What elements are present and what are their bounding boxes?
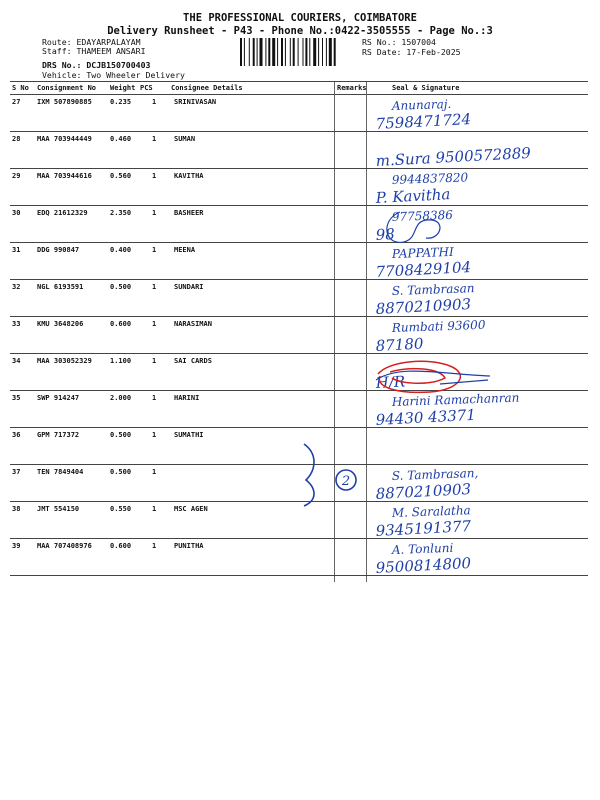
row-consignment-no: KMU 3648206 xyxy=(37,320,84,328)
signature-line: 7708429104 xyxy=(375,258,472,281)
signature-line: 8870210903 xyxy=(375,480,472,503)
barcode-bar xyxy=(257,38,258,66)
signature-line: Harini Ramachanran xyxy=(391,391,520,409)
col-weight: Weight xyxy=(110,84,136,92)
row-consignment-no: SWP 914247 xyxy=(37,394,80,402)
row-weight: 0.235 xyxy=(110,98,132,106)
row-weight: 0.600 xyxy=(110,320,132,328)
drs-number: DRS No.: DCJB150700403 xyxy=(42,60,151,70)
signature-line: A. Tonluni xyxy=(391,540,454,557)
row-consignee: KAVITHA xyxy=(174,172,204,180)
row-weight: 2.350 xyxy=(110,209,132,217)
barcode-image xyxy=(240,38,357,66)
row-pcs: 1 xyxy=(152,468,157,476)
row-pcs: 1 xyxy=(152,431,157,439)
row-sno: 28 xyxy=(12,135,21,143)
barcode-bar xyxy=(272,38,275,66)
row-pcs: 1 xyxy=(152,394,157,402)
company-title: THE PROFESSIONAL COURIERS, COIMBATORE xyxy=(183,12,417,24)
row-pcs: 1 xyxy=(152,283,157,291)
col-pcs: PCS xyxy=(140,84,153,92)
row-signature xyxy=(370,539,595,585)
row-pcs: 1 xyxy=(152,209,157,217)
signature-line: 8870210903 xyxy=(375,295,472,318)
row-weight: 0.500 xyxy=(110,468,132,476)
row-consignee: MEENA xyxy=(174,246,196,254)
row-weight: 2.000 xyxy=(110,394,132,402)
signature-line: M. Saralatha xyxy=(391,503,471,520)
signature-line: H/R xyxy=(375,372,406,392)
barcode-bar xyxy=(244,38,245,66)
row-pcs: 1 xyxy=(152,357,157,365)
col-seal: Seal & Signature xyxy=(392,84,460,92)
row-consignee: SUMAN xyxy=(174,135,196,143)
vehicle-label: Vehicle: Two Wheeler Delivery xyxy=(42,70,185,80)
col-consignment: Consignment No xyxy=(37,84,97,92)
row-sno: 35 xyxy=(12,394,21,402)
barcode-bar xyxy=(281,38,283,66)
col-remarks: Remarks xyxy=(337,84,367,92)
staff-label: Staff: THAMEEM ANSARI xyxy=(42,46,146,56)
barcode-bar xyxy=(265,38,266,66)
signature-line: 98 xyxy=(375,225,396,244)
row-sno: 39 xyxy=(12,542,21,550)
row-pcs: 1 xyxy=(152,505,157,513)
row-consignment-no: DDG 990847 xyxy=(37,246,80,254)
row-sno: 34 xyxy=(12,357,21,365)
barcode-bar xyxy=(253,38,255,66)
rs-date: RS Date: 17-Feb-2025 xyxy=(362,47,461,57)
signature-line: S. Tambrasan, xyxy=(391,465,479,483)
row-sno: 37 xyxy=(12,468,21,476)
row-consignment-no: JMT 554150 xyxy=(37,505,80,513)
signature-line: 9345191377 xyxy=(375,517,472,540)
row-weight: 0.560 xyxy=(110,172,132,180)
row-sno: 30 xyxy=(12,209,21,217)
circled-number-annotation xyxy=(296,440,366,510)
row-pcs: 1 xyxy=(152,172,157,180)
barcode-bar xyxy=(305,38,307,66)
rs-number: RS No.: 1507004 xyxy=(362,37,436,47)
barcode-bar xyxy=(309,38,310,66)
row-consignment-no: IXM 507890885 xyxy=(37,98,92,106)
barcode-bar xyxy=(240,38,242,66)
row-weight: 0.460 xyxy=(110,135,132,143)
row-sno: 31 xyxy=(12,246,21,254)
row-consignment-no: MAA 303052329 xyxy=(37,357,92,365)
barcode-bar xyxy=(318,38,319,66)
barcode-bar xyxy=(277,38,278,66)
row-pcs: 1 xyxy=(152,320,157,328)
row-sno: 38 xyxy=(12,505,21,513)
row-consignee: BASHEER xyxy=(174,209,204,217)
row-consignee: SUNDARI xyxy=(174,283,204,291)
row-consignee: SUMATHI xyxy=(174,431,204,439)
barcode-bar xyxy=(260,38,263,66)
barcode-bar xyxy=(293,38,295,66)
barcode-bar xyxy=(285,38,286,66)
signature-line: 9944837820 xyxy=(391,170,469,187)
row-sno: 29 xyxy=(12,172,21,180)
row-weight: 0.500 xyxy=(110,431,132,439)
row-weight: 0.400 xyxy=(110,246,132,254)
row-sno: 32 xyxy=(12,283,21,291)
row-consignment-no: GPM 717372 xyxy=(37,431,80,439)
row-pcs: 1 xyxy=(152,542,157,550)
barcode-bar xyxy=(268,38,270,66)
row-weight: 0.550 xyxy=(110,505,132,513)
signature-line: PAPPATHI xyxy=(391,244,454,261)
row-weight: 1.100 xyxy=(110,357,132,365)
row-pcs: 1 xyxy=(152,246,157,254)
row-consignment-no: NGL 6193591 xyxy=(37,283,84,291)
signature-ink xyxy=(370,539,595,585)
row-consignment-no: MAA 703944616 xyxy=(37,172,92,180)
row-consignee: MSC AGEN xyxy=(174,505,208,513)
signature-line: 87180 xyxy=(375,334,424,355)
barcode-bar xyxy=(329,38,332,66)
row-sno: 27 xyxy=(12,98,21,106)
row-pcs: 1 xyxy=(152,135,157,143)
row-weight: 0.600 xyxy=(110,542,132,550)
row-pcs: 1 xyxy=(152,98,157,106)
signature-line: 9500814800 xyxy=(375,554,472,577)
barcode-bar xyxy=(298,38,299,66)
row-sno: 33 xyxy=(12,320,21,328)
runsheet-subtitle: Delivery Runsheet - P43 - Phone No.:0422-3505555 - Page No.:3 xyxy=(107,25,493,37)
row-consignment-no: MAA 703944449 xyxy=(37,135,92,143)
barcode-bar xyxy=(249,38,250,66)
row-consignee: PUNITHA xyxy=(174,542,204,550)
row-consignee: SRINIVASAN xyxy=(174,98,217,106)
signature-line: P. Kavitha xyxy=(375,185,451,207)
col-sno: S No xyxy=(12,84,29,92)
signature-line: S. Tambrasan xyxy=(391,281,475,298)
signature-line: m.Sura 9500572889 xyxy=(375,143,532,170)
signature-line: 7598471724 xyxy=(375,110,472,133)
barcode-bar xyxy=(334,38,336,66)
circled-number: 2 xyxy=(341,474,351,489)
barcode-bar xyxy=(303,38,304,66)
barcode-bar xyxy=(313,38,316,66)
route-label: Route: EDAYARPALAYAM xyxy=(42,37,141,47)
signature-line: Rumbati 93600 xyxy=(391,317,486,335)
barcode-bar xyxy=(290,38,291,66)
row-weight: 0.500 xyxy=(110,283,132,291)
signature-line: 94430 43371 xyxy=(375,405,477,429)
col-consignee: Consignee Details xyxy=(171,84,243,92)
seal-divider xyxy=(366,82,367,582)
row-consignee: HARINI xyxy=(174,394,200,402)
barcode-bar xyxy=(322,38,323,66)
row-consignment-no: TEN 7849404 xyxy=(37,468,84,476)
signature-line: Anunaraj. xyxy=(391,96,452,113)
row-consignee: SAI CARDS xyxy=(174,357,212,365)
signature-line: 97758386 xyxy=(391,207,454,224)
row-sno: 36 xyxy=(12,431,21,439)
row-consignment-no: MAA 707408976 xyxy=(37,542,92,550)
table-top-rule xyxy=(10,81,588,82)
row-consignment-no: EDQ 21612329 xyxy=(37,209,88,217)
row-consignee: NARASIMAN xyxy=(174,320,212,328)
barcode-bar xyxy=(326,38,327,66)
